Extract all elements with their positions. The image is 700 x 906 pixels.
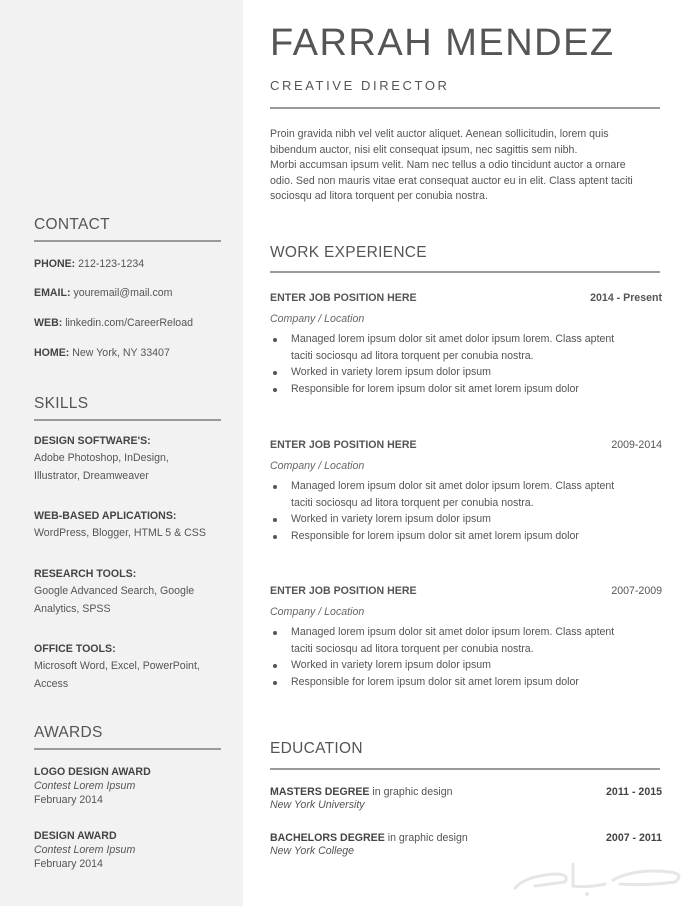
- job-title: CREATIVE DIRECTOR: [270, 78, 450, 93]
- awards-divider: [34, 748, 221, 750]
- award-date: February 2014: [34, 794, 103, 806]
- job-bullet: [270, 511, 662, 529]
- bullet-text: Managed lorem ipsum dolor sit amet dolor ipsum lorem. Class aptent: [291, 333, 615, 345]
- bullet-text: taciti sociosqu ad litora torquent per conubia nostra.: [291, 496, 534, 509]
- summary-line: Proin gravida nibh vel velit auctor aliquet. Aenean sollicitudin, lorem quis: [270, 128, 609, 140]
- contact-email: [34, 287, 173, 299]
- work-heading: WORK EXPERIENCE: [270, 244, 427, 261]
- contact-home: [34, 347, 170, 359]
- home-value: New York, NY 33407: [72, 347, 170, 359]
- award-contest: Contest Lorem Ipsum: [34, 780, 136, 792]
- education-entry: [270, 786, 662, 811]
- skill-group: [34, 566, 194, 618]
- bullet-text: Worked in variety lorem ipsum dolor ipsum: [291, 512, 491, 525]
- education-heading: EDUCATION: [270, 740, 363, 757]
- skill-group-line: Adobe Photoshop, InDesign,: [34, 452, 169, 464]
- job-bullet: [270, 364, 662, 382]
- job-dates: 2007-2009: [611, 585, 662, 597]
- education-dates: 2011 - 2015: [606, 786, 662, 798]
- bullet-text: taciti sociosqu ad litora torquent per conubia nostra.: [291, 642, 534, 655]
- award-title: DESIGN AWARD: [34, 830, 117, 842]
- job-dates: 2009-2014: [611, 439, 662, 451]
- award-contest: Contest Lorem Ipsum: [34, 844, 136, 856]
- education-divider: [270, 768, 660, 770]
- contact-web: [34, 317, 193, 329]
- job-company: Company / Location: [270, 460, 365, 472]
- work-section: [270, 244, 660, 273]
- bullet-text: Responsible for lorem ipsum dolor sit amet lorem ipsum dolor: [291, 530, 579, 542]
- candidate-name: FARRAH MENDEZ: [270, 22, 615, 64]
- skill-group-line: Access: [34, 677, 69, 690]
- web-label: WEB:: [34, 317, 63, 329]
- summary-line: sociosqu ad litora torquent per conubia nostra.: [270, 190, 488, 202]
- work-divider: [270, 271, 660, 273]
- header-divider: [270, 107, 660, 109]
- job-bullets: [270, 478, 662, 546]
- education-entry: [270, 832, 662, 857]
- watermark-logo-icon: [495, 858, 695, 898]
- bullet-text: taciti sociosqu ad litora torquent per conubia nostra.: [291, 349, 534, 362]
- contact-section: [34, 216, 221, 242]
- profile-summary: [270, 127, 662, 205]
- bullet-text: Responsible for lorem ipsum dolor sit amet lorem ipsum dolor: [291, 383, 579, 395]
- awards-section: [34, 724, 221, 750]
- award-item: [34, 765, 151, 807]
- email-value[interactable]: youremail@mail.com: [73, 287, 173, 299]
- skill-group-line: Microsoft Word, Excel, PowerPoint,: [34, 660, 200, 672]
- contact-heading: CONTACT: [34, 216, 110, 233]
- degree-name: MASTERS DEGREE: [270, 786, 370, 798]
- award-title: LOGO DESIGN AWARD: [34, 766, 151, 778]
- job-entry: [270, 439, 662, 546]
- job-bullet: [270, 674, 662, 692]
- summary-line: odio. Sed non mauris vitae erat consequat auctor eu in elit. Class aptent taciti: [270, 174, 633, 187]
- bullet-text: Worked in variety lorem ipsum dolor ipsum: [291, 365, 491, 378]
- job-bullet: [270, 624, 662, 657]
- job-position: ENTER JOB POSITION HERE: [270, 439, 417, 451]
- email-label: EMAIL:: [34, 287, 71, 299]
- job-bullet: [270, 657, 662, 675]
- skill-group-line: WordPress, Blogger, HTML 5 & CSS: [34, 527, 206, 539]
- contact-divider: [34, 240, 221, 242]
- education-section: [270, 740, 660, 770]
- award-item: [34, 829, 135, 871]
- job-company: Company / Location: [270, 313, 365, 325]
- bullet-text: Managed lorem ipsum dolor sit amet dolor ipsum lorem. Class aptent: [291, 480, 615, 492]
- job-bullets: [270, 624, 662, 692]
- job-position: ENTER JOB POSITION HERE: [270, 292, 417, 304]
- skills-section: [34, 395, 221, 421]
- skill-group-line: Analytics, SPSS: [34, 602, 111, 615]
- school-name: New York University: [270, 799, 365, 811]
- bullet-text: Worked in variety lorem ipsum dolor ipsum: [291, 658, 491, 671]
- skill-group-title: WEB-BASED APLICATIONS:: [34, 510, 177, 522]
- skill-group-line: Illustrator, Dreamweaver: [34, 469, 149, 482]
- awards-heading: AWARDS: [34, 724, 103, 741]
- job-bullet: [270, 478, 662, 511]
- skill-group-title: DESIGN SOFTWARE'S:: [34, 435, 151, 447]
- contact-phone: [34, 258, 144, 270]
- job-bullet: [270, 381, 662, 399]
- degree: [270, 832, 468, 844]
- skills-heading: SKILLS: [34, 395, 89, 412]
- web-value[interactable]: linkedin.com/CareerReload: [65, 317, 193, 329]
- summary-line: Morbi accumsan ipsum velit. Nam nec tellus a odio tincidunt auctor a ornare: [270, 159, 626, 171]
- job-entry: [270, 292, 662, 399]
- degree-field: in graphic design: [369, 786, 453, 798]
- home-label: HOME:: [34, 347, 70, 359]
- job-bullet: [270, 528, 662, 546]
- job-entry: [270, 585, 662, 692]
- education-dates: 2007 - 2011: [606, 832, 662, 844]
- skill-group-line: Google Advanced Search, Google: [34, 585, 195, 597]
- skill-group: [34, 641, 200, 693]
- sidebar: [0, 0, 243, 906]
- phone-value: 212-123-1234: [78, 258, 145, 270]
- skill-group-title: RESEARCH TOOLS:: [34, 568, 137, 580]
- degree-field: in graphic design: [384, 832, 468, 844]
- phone-label: PHONE:: [34, 258, 76, 270]
- job-position: ENTER JOB POSITION HERE: [270, 585, 417, 597]
- skill-group: [34, 433, 169, 485]
- job-company: Company / Location: [270, 606, 365, 618]
- degree: [270, 786, 453, 798]
- job-dates: 2014 - Present: [590, 292, 662, 304]
- skill-group: [34, 508, 206, 543]
- job-bullets: [270, 331, 662, 399]
- school-name: New York College: [270, 845, 355, 857]
- skill-group-title: OFFICE TOOLS:: [34, 643, 116, 655]
- degree-name: BACHELORS DEGREE: [270, 832, 385, 844]
- skills-divider: [34, 419, 221, 421]
- bullet-text: Managed lorem ipsum dolor sit amet dolor ipsum lorem. Class aptent: [291, 626, 615, 638]
- summary-line: bibendum auctor, nisi elit consequat ipsum, nec sagittis sem nibh.: [270, 143, 578, 156]
- bullet-text: Responsible for lorem ipsum dolor sit amet lorem ipsum dolor: [291, 676, 579, 688]
- job-bullet: [270, 331, 662, 364]
- award-date: February 2014: [34, 858, 103, 870]
